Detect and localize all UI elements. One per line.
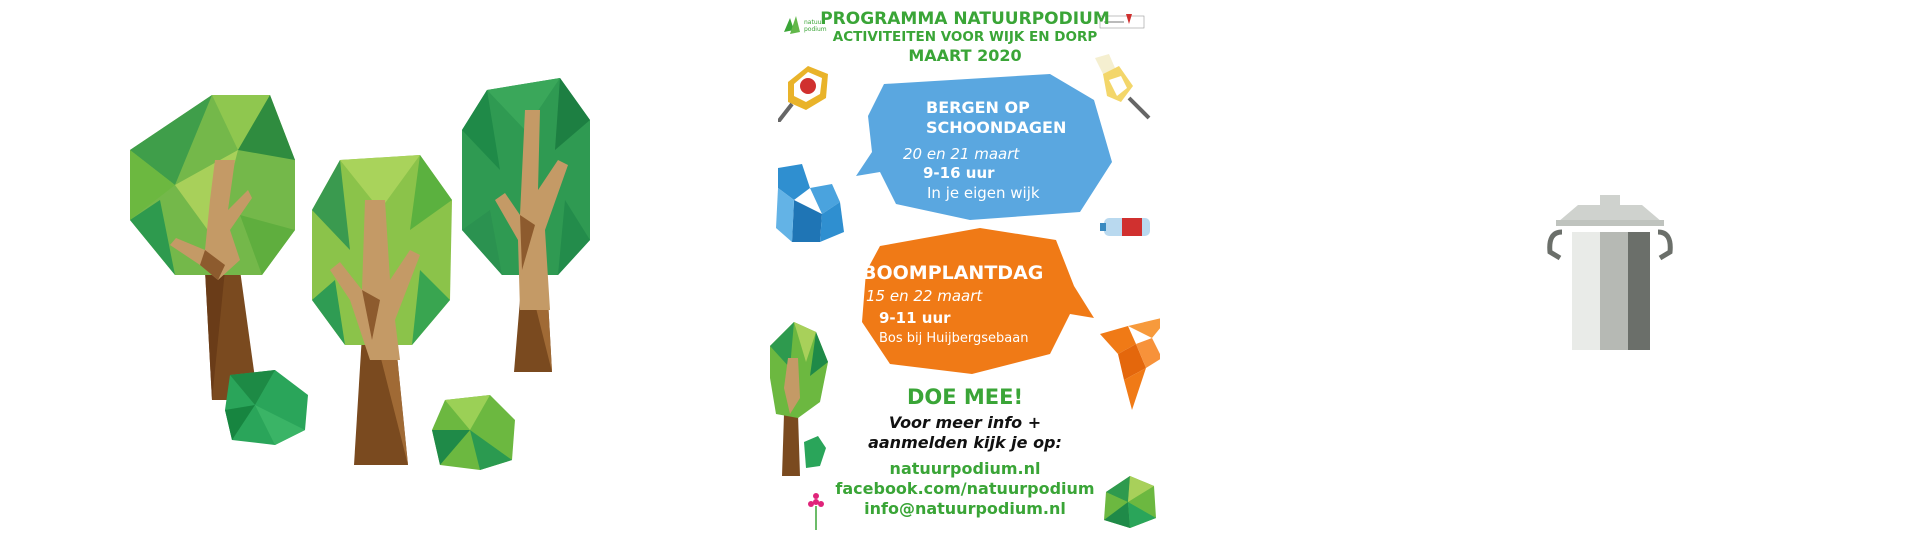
event1-time: 9-16 uur bbox=[923, 164, 995, 182]
poster-title: PROGRAMMA NATUURPODIUM bbox=[820, 9, 1110, 29]
trash-bin-icon bbox=[1160, 0, 1920, 540]
poster-month: MAART 2020 bbox=[908, 46, 1022, 65]
event2-dates: 15 en 22 maart bbox=[866, 287, 983, 305]
origami-trees-illustration bbox=[0, 0, 770, 540]
website-link[interactable]: natuurpodium.nl bbox=[889, 459, 1041, 478]
event1-location: In je eigen wijk bbox=[927, 184, 1040, 202]
event2-time: 9-11 uur bbox=[879, 309, 951, 327]
call-to-action: DOE MEE! bbox=[906, 385, 1024, 409]
info-line-1: Voor meer info + bbox=[888, 413, 1042, 432]
poster-subtitle: ACTIVITEITEN VOOR WIJK EN DORP bbox=[832, 29, 1098, 45]
origami-squirrel-icon bbox=[770, 158, 850, 248]
facebook-link[interactable]: facebook.com/natuurpodium bbox=[835, 479, 1095, 498]
svg-text:natuur: natuur bbox=[804, 19, 824, 26]
event1-dates: 20 en 21 maart bbox=[903, 145, 1020, 163]
event1-title-line1: BERGEN OP bbox=[926, 98, 1030, 117]
event-poster bbox=[770, 0, 1160, 540]
email-link[interactable]: info@natuurpodium.nl bbox=[864, 499, 1066, 518]
svg-text:podium: podium bbox=[804, 26, 827, 33]
trees-icon bbox=[0, 0, 770, 540]
event2-title: BOOMPLANTDAG bbox=[862, 262, 1044, 284]
info-line-2: aanmelden kijk je op: bbox=[868, 433, 1062, 452]
event1-title-line2: SCHOONDAGEN bbox=[926, 118, 1067, 137]
crushed-can-icon bbox=[778, 52, 838, 122]
event2-location: Bos bij Huijbergsebaan bbox=[879, 331, 1029, 346]
trash-bin-panel bbox=[1160, 0, 1920, 540]
